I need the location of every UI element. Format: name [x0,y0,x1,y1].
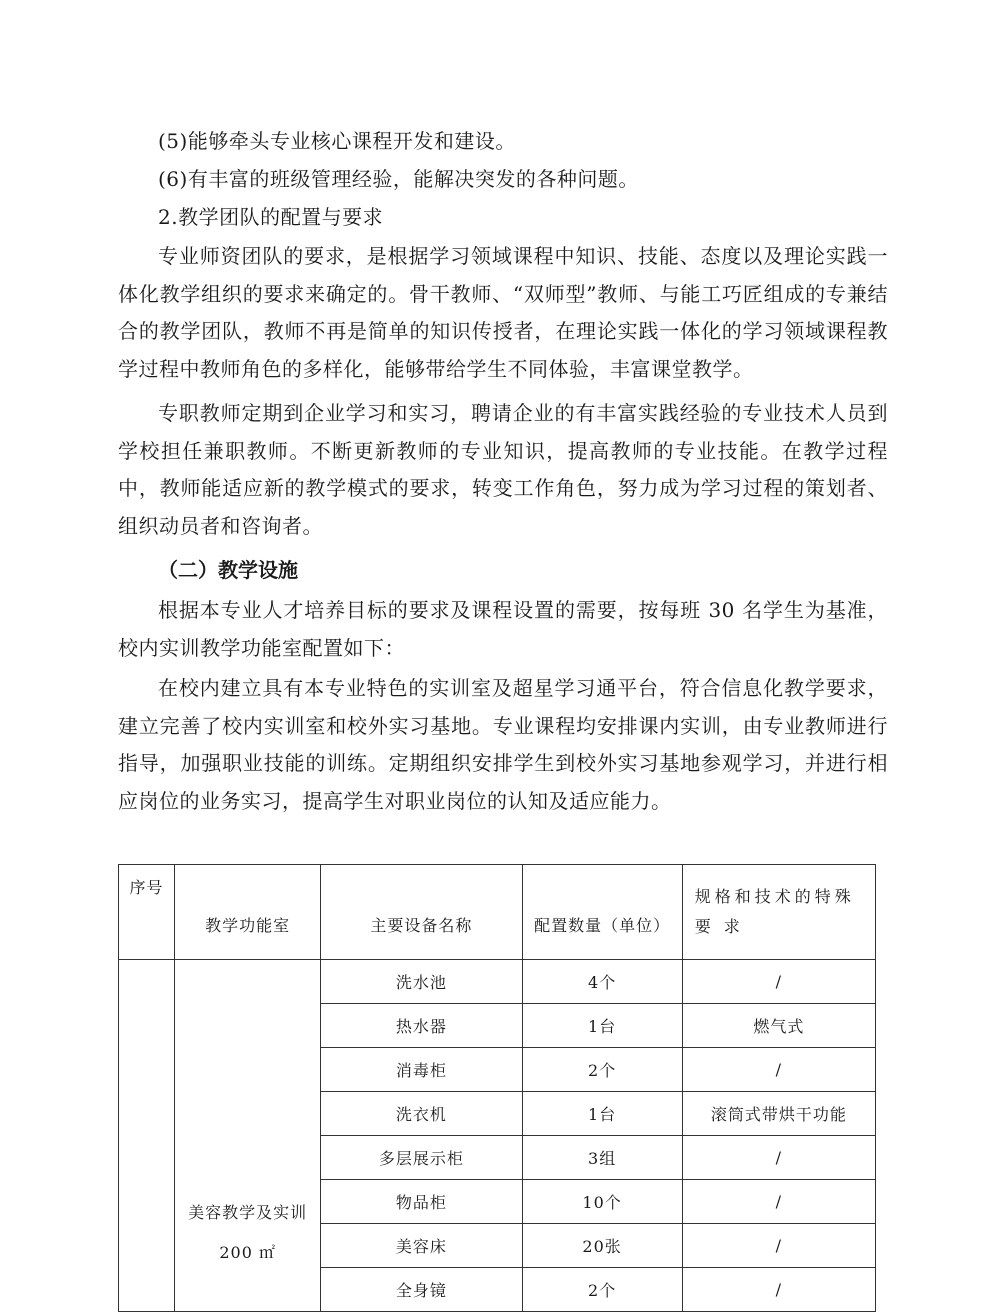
equipment-name: 热水器 [321,1004,522,1048]
equipment-spec: / [682,1048,875,1092]
equipment-name: 多层展示柜 [321,1136,522,1180]
paragraph-item-5: (5)能够牵头专业核心课程开发和建设。 [158,129,516,153]
header-spec-line2: 要 求 [694,917,744,936]
equipment-quantity: 1台 [522,1092,682,1136]
paragraph-team-requirements: 专业师资团队的要求，是根据学习领域课程中知识、技能、态度以及理论实践一体化教学组织的要求来确定的。骨干教师、“双师型”教师、与能工巧匠组成的专兼结合的教学团队，教师不再是简单的知识传授者，在理论实践一体化的学习领域课程教学过程中教师角色的多样化，能够带给学生不同体验，丰富课堂教学。 [118,244,888,381]
equipment-spec: / [682,1224,875,1268]
index-cell [119,960,175,1312]
equipment-quantity: 2个 [522,1048,682,1092]
header-index: 序号 [119,865,175,960]
equipment-quantity: 10个 [522,1180,682,1224]
table-row [119,960,876,1004]
equipment-spec: / [682,960,875,1004]
room-area: 200 ㎡ [219,1243,276,1262]
equipment-name: 消毒柜 [321,1048,522,1092]
paragraph-team-training: 专职教师定期到企业学习和实习，聘请企业的有丰富实践经验的专业技术人员到学校担任兼职教师。不断更新教师的专业知识，提高教师的专业技能。在教学过程中，教师能适应新的教学模式的要求，转变工作角色，努力成为学习过程的策划者、组织动员者和咨询者。 [118,401,888,538]
header-spec [682,865,875,960]
paragraph-facilities-detail: 在校内建立具有本专业特色的实训室及超星学习通平台，符合信息化教学要求，建立完善了校内实训室和校外实习基地。专业课程均安排课内实训，由专业教师进行指导，加强职业技能的训练。定期组织安排学生到校外实习基地参观学习，并进行相应岗位的业务实习，提高学生对职业岗位的认知及适应能力。 [118,676,888,813]
equipment-spec: 燃气式 [682,1004,875,1048]
equipment-name: 全身镜 [321,1268,522,1312]
paragraph-item-6: (6)有丰富的班级管理经验，能解决突发的各种问题。 [158,167,639,191]
equipment-quantity: 3组 [522,1136,682,1180]
equipment-spec: / [682,1180,875,1224]
header-equipment: 主要设备名称 [321,865,522,960]
equipment-quantity: 2个 [522,1268,682,1312]
equipment-table [118,864,876,1312]
equipment-quantity: 20张 [522,1224,682,1268]
section-title-facilities: （二）教学设施 [158,558,298,582]
room-name: 美容教学及实训 [188,1203,308,1222]
equipment-name: 洗水池 [321,960,522,1004]
header-room: 教学功能室 [175,865,321,960]
equipment-spec: 滚筒式带烘干功能 [682,1092,875,1136]
equipment-name: 美容床 [321,1224,522,1268]
room-cell [175,960,321,1312]
equipment-name: 洗衣机 [321,1092,522,1136]
header-quantity: 配置数量（单位） [522,865,682,960]
subheading-team: 2.教学团队的配置与要求 [158,205,384,229]
equipment-name: 物品柜 [321,1180,522,1224]
equipment-spec: / [682,1136,875,1180]
table-header-row [119,865,876,960]
paragraph-facilities-intro: 根据本专业人才培养目标的要求及课程设置的需要，按每班 30 名学生为基准，校内实训教学功能室配置如下： [118,598,888,660]
equipment-spec: / [682,1268,875,1312]
equipment-quantity: 1台 [522,1004,682,1048]
header-spec-line1: 规格和技术的特殊 [694,887,855,906]
equipment-quantity: 4个 [522,960,682,1004]
